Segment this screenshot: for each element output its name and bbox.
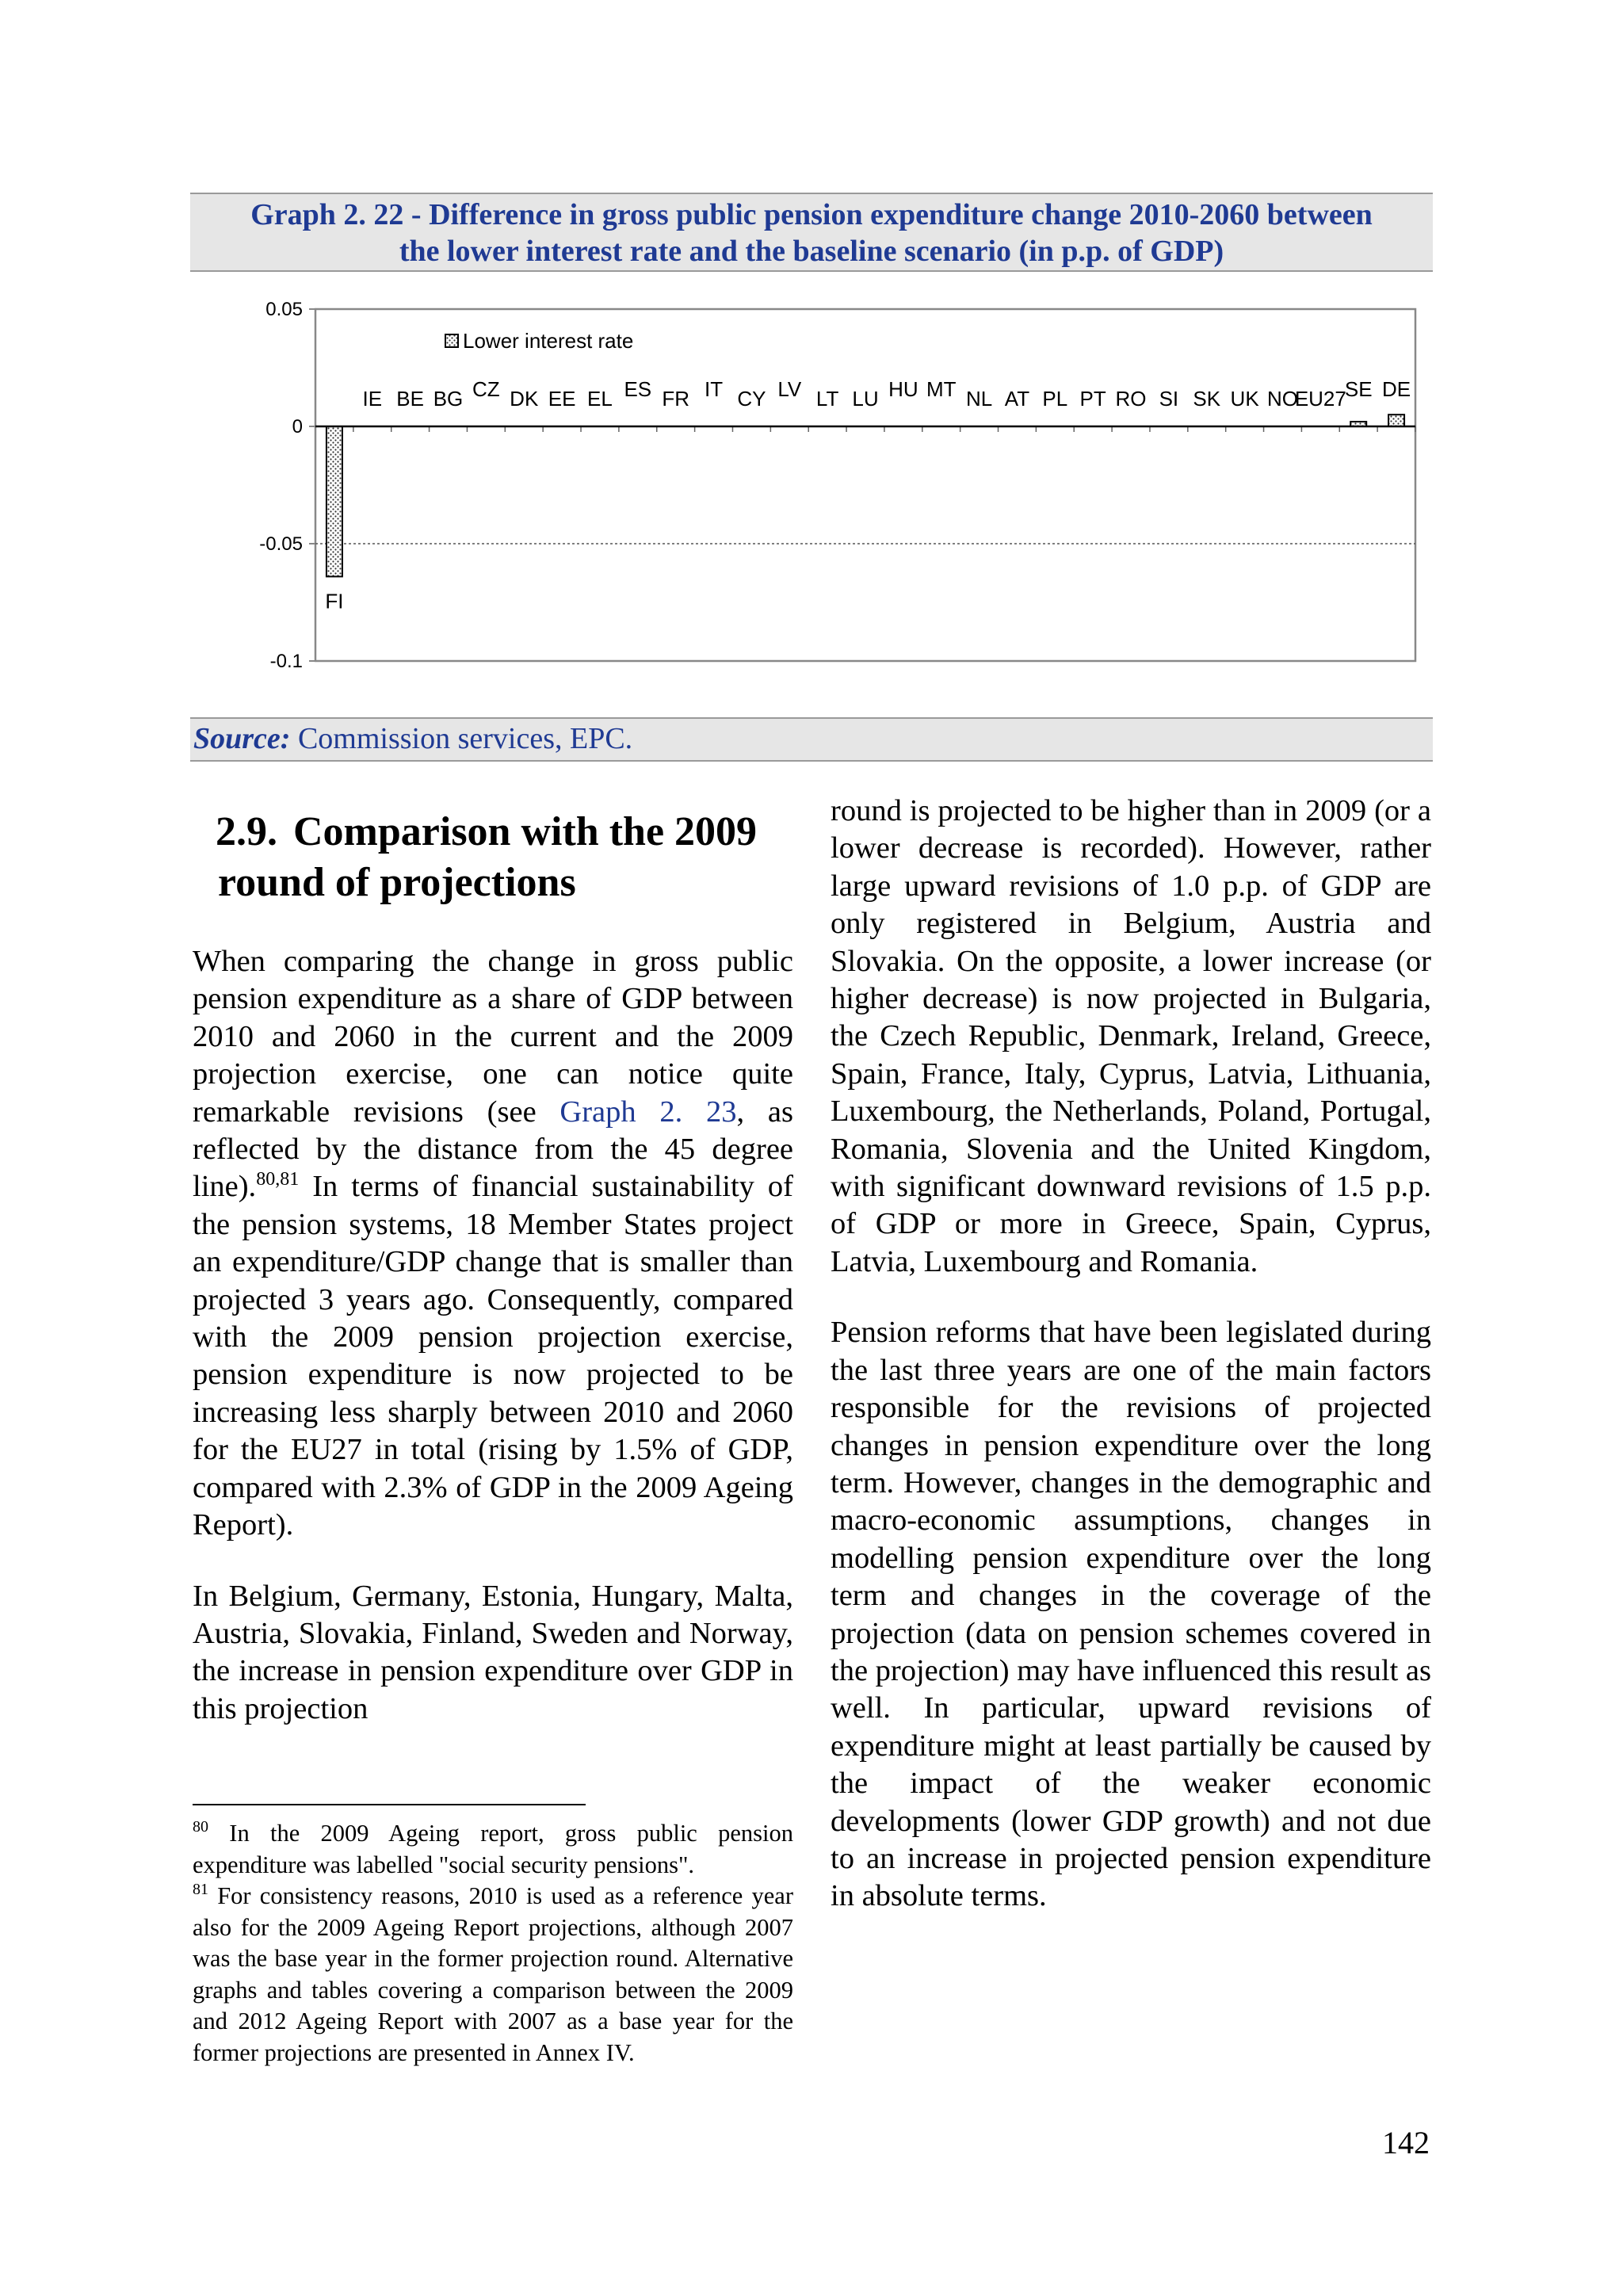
category-label: SI: [1159, 387, 1179, 411]
left-paragraph-2: In Belgium, Germany, Estonia, Hungary, Malta, Austria, Slovakia, Finland, Sweden and Norway, the increase in pension expenditure over GDP in this projection: [193, 1579, 793, 1725]
category-label: IE: [362, 387, 383, 411]
category-label: RO: [1115, 387, 1147, 411]
legend-label: Lower interest rate: [463, 329, 634, 353]
plot-frame: [315, 309, 1415, 661]
category-label: DK: [510, 387, 539, 411]
category-label: PT: [1079, 387, 1106, 411]
footnote-80-text: In the 2009 Ageing report, gross public pension expenditure was labelled "social security pensions".: [193, 1820, 793, 1878]
graph-title-line2: the lower interest rate and the baseline scenario (in p.p. of GDP): [399, 235, 1224, 268]
category-label: UK: [1230, 387, 1259, 411]
right-paragraph-1: round is projected to be higher than in 2009 (or a lower decrease is recorded). However, rather large upward revisions of 1.0 p.p. of GDP are only registered in Belgium, Austria and Slovakia. On the opposite, a lower increase (or higher decrease) is now projected in Bulgaria, the Czech Republic, Denmark, Ireland, Greece, Spain, France, Italy, Cyprus, Latvia, Lithuania, Luxembourg, the Netherlands, Poland, Portugal, Romania, Slovenia and the United Kingdom, with significant downward revisions of 1.5 p.p. of GDP or more in Greece, Spain, Cyprus, Latvia, Luxembourg and Romania.: [831, 794, 1431, 1278]
category-label: IT: [704, 377, 724, 401]
category-label: EU27: [1294, 387, 1346, 411]
category-label: NL: [965, 387, 993, 411]
category-label: MT: [926, 377, 957, 401]
footnote-81-number: 81: [193, 1881, 208, 1898]
y-tick-label: 0: [292, 416, 303, 437]
footnote-80-number: 80: [193, 1818, 208, 1836]
footnote-80: [193, 1818, 793, 1881]
category-label: LU: [852, 387, 879, 411]
legend-swatch: [445, 334, 458, 347]
category-label: AT: [1004, 387, 1030, 411]
category-label: HU: [888, 377, 918, 401]
category-label: FI: [325, 589, 344, 613]
y-tick-label: 0.05: [265, 299, 303, 320]
left-paragraph-1: [193, 943, 793, 1545]
category-label: CZ: [472, 377, 500, 401]
source-text: Commission services, EPC.: [290, 722, 633, 755]
section-number: 2.9.: [216, 809, 277, 854]
footnotes: [193, 1818, 793, 2069]
category-label: BE: [396, 387, 424, 411]
category-label: LT: [815, 387, 839, 411]
category-label: LV: [777, 377, 802, 401]
footnote-ref[interactable]: 80,81: [256, 1169, 300, 1190]
footnote-separator: [193, 1804, 586, 1805]
right-paragraph-2: Pension reforms that have been legislated during the last three years are one of the main factors responsible for the revisions of projected changes in pension expenditure over the long term. However, changes in the demographic and macro-economic assumptions, changes in modelling pension expenditure over the long term and changes in the coverage of the projection (data on pension schemes covered in the projection) may have influenced this result as well. In particular, upward revisions of expenditure might at least partially be caused by the impact of the weaker economic developments (lower GDP growth) and not due to an increase in projected pension expenditure in absolute terms.: [831, 1316, 1431, 1913]
category-label: FR: [662, 387, 690, 411]
category-label: DE: [1382, 377, 1411, 401]
category-label: EL: [587, 387, 613, 411]
right-column: [831, 793, 1431, 1949]
source-label: Source:: [193, 722, 291, 755]
category-label: CY: [737, 387, 766, 411]
source-line: [190, 717, 1433, 762]
category-label: BG: [433, 387, 464, 411]
graph-title-line1: Graph 2. 22 - Difference in gross public pension expenditure change 2010-2060 between: [250, 198, 1373, 231]
y-tick-label: -0.05: [259, 533, 303, 555]
footnote-81: [193, 1881, 793, 2069]
category-label: PL: [1042, 387, 1068, 411]
footnote-81-text: For consistency reasons, 2010 is used as a reference year also for the 2009 Ageing Report projections, although 2007 was the base year in the former projection round. Alternative graphs and tables covering a comparison between the 2009 and 2012 Ageing Report with 2007 as a base year for the former projections are presented in Annex IV.: [193, 1882, 793, 2066]
graph-title: [190, 193, 1433, 272]
bar: [1388, 415, 1404, 426]
section-title-line1: Comparison with the 2009: [293, 809, 758, 854]
section-heading: [216, 807, 802, 908]
left-column: [193, 943, 793, 1761]
category-label: SK: [1193, 387, 1221, 411]
left-p1-text-a: When comparing the change in gross public pension expenditure as a share of GDP between 2010 and 2060 in the current and the 2009 projection exercise, one can notice quite remarkable revisions (see: [193, 945, 793, 1129]
left-p1-text-c: In terms of financial sustainability of the pension systems, 18 Member States project an expenditure/GDP change that is smaller than projected 3 years ago. Consequently, compared with the 2009 pension projection exercise, pension expenditure is now projected to be increasing less sharply between 2010 and 2060 for the EU27 in total (rising by 1.5% of GDP, compared with 2.3% of GDP in the 2009 Ageing Report).: [193, 1170, 793, 1542]
section-title-line2: round of projections: [218, 860, 576, 905]
y-tick-label: -0.1: [269, 651, 303, 672]
category-label: NO: [1266, 387, 1298, 411]
category-label: EE: [548, 387, 576, 411]
category-label: SE: [1344, 377, 1373, 401]
bar: [327, 426, 342, 576]
bar-chart: [230, 287, 1419, 683]
category-label: ES: [624, 377, 652, 401]
left-p1-text-b: , as reflected by the distance from the 45 degree line).: [193, 1095, 793, 1204]
page-number: 142: [1382, 2125, 1430, 2160]
graph-link[interactable]: Graph 2. 23: [559, 1095, 737, 1129]
